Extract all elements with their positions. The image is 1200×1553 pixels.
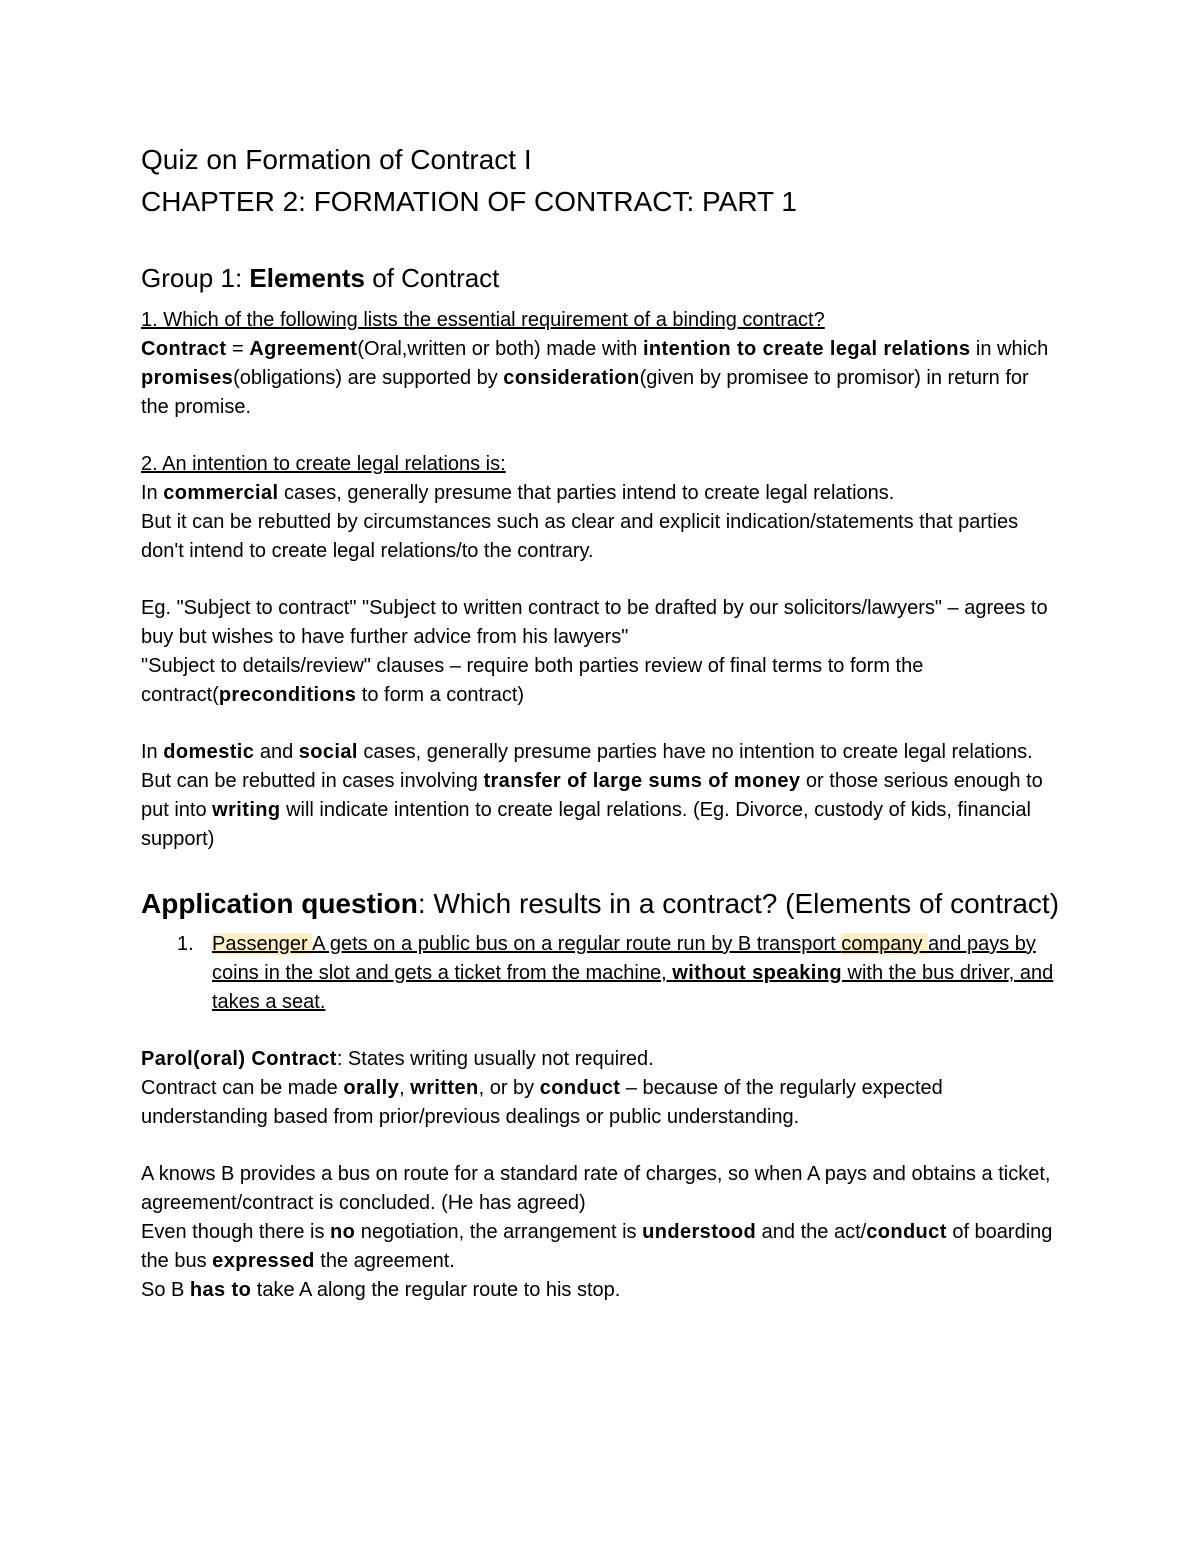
text: negotiation, the arrangement is — [355, 1221, 643, 1243]
text: or those serious enough to put into — [141, 770, 1043, 821]
text: and the act/ — [756, 1221, 867, 1243]
text: to form a contract) — [356, 684, 525, 706]
explanation-2 — [141, 1218, 1061, 1276]
text: In — [141, 482, 164, 504]
text: (Oral,written or both) made with — [357, 338, 643, 360]
text: "Subject to details/review" clauses – require both parties review of final terms to form the contract( — [141, 655, 924, 706]
text: the agreement. — [314, 1250, 455, 1272]
group-heading-post: of Contract — [365, 263, 500, 293]
text: of boarding the bus — [141, 1221, 1053, 1272]
text: Contract can be made — [141, 1077, 344, 1099]
example-1: Eg. "Subject to contract" "Subject to written contract to be drafted by our solicitors/lawyers" – agrees to buy but wishes to have further advice from his lawyers" — [141, 597, 1048, 648]
text: (given by promisee to promisor) in return for the promise. — [141, 367, 1029, 418]
text: , or by — [478, 1077, 540, 1099]
term-agreement: Agreement — [249, 338, 358, 360]
term-parol-contract: Parol(oral) Contract — [141, 1048, 337, 1070]
application-heading-bold: Application question — [141, 888, 418, 919]
parol-contract — [141, 1045, 1061, 1074]
term-contract: Contract — [141, 338, 227, 360]
term-has-to: has to — [189, 1279, 252, 1301]
text: , — [399, 1077, 411, 1099]
answer-2-rebuttal: But it can be rebutted by circumstances such as clear and explicit indication/statements that parties don't intend to create legal relations/to the contrary. — [141, 511, 1019, 562]
contract-forms — [141, 1074, 1061, 1132]
term-without-speaking: without speaking — [672, 962, 842, 984]
text: take A along the regular route to his stop. — [251, 1279, 621, 1301]
spacer — [141, 422, 1061, 450]
term-large-sums: transfer of large sums of money — [483, 770, 801, 792]
spacer — [141, 710, 1061, 738]
application-heading-rest: : Which results in a contract? (Elements of contract) — [417, 888, 1060, 919]
list-number: 1. — [177, 933, 194, 955]
chapter-heading: CHAPTER 2: FORMATION OF CONTRACT: PART 1 — [141, 186, 797, 217]
term-social: social — [298, 741, 358, 763]
term-promises: promises — [141, 367, 234, 389]
term-expressed: expressed — [212, 1250, 315, 1272]
text: : States writing usually not required. — [336, 1048, 654, 1070]
term-writing: writing — [212, 799, 281, 821]
spacer — [141, 1017, 1061, 1045]
term-understood: understood — [642, 1221, 757, 1243]
text: A gets on a public bus on a regular route run by B transport — [312, 933, 842, 955]
highlight-company: company — [841, 933, 929, 955]
explanation-3 — [141, 1276, 1061, 1305]
term-conduct: conduct — [866, 1221, 947, 1243]
text: and pays by coins in the slot and gets a ticket from the machine, — [212, 933, 1036, 984]
explanation-1: A knows B provides a bus on route for a standard rate of charges, so when A pays and obtains a ticket, agreement/contract is concluded. (He has agreed) — [141, 1163, 1051, 1214]
group-heading — [141, 260, 1061, 296]
term-preconditions: preconditions — [218, 684, 357, 706]
question-2: 2. An intention to create legal relations is: — [141, 453, 506, 475]
text: So B — [141, 1279, 190, 1301]
application-heading — [141, 884, 1061, 924]
group-heading-pre: Group 1: — [141, 263, 250, 293]
text: In — [141, 741, 164, 763]
example-2 — [141, 652, 1061, 710]
text: cases, generally presume parties have no intention to create legal relations. — [357, 741, 1033, 763]
text: Even though there is — [141, 1221, 331, 1243]
term-intention: intention to create legal relations — [642, 338, 971, 360]
list-item-text — [212, 933, 1053, 1013]
highlight-passenger: Passenger — [212, 933, 313, 955]
term-domestic: domestic — [163, 741, 255, 763]
term-conduct: conduct — [539, 1077, 621, 1099]
list-item — [141, 930, 1061, 1017]
term-commercial: commercial — [163, 482, 279, 504]
document-content — [141, 140, 1061, 1305]
term-no: no — [330, 1221, 356, 1243]
application-list — [141, 930, 1061, 1017]
answer-2-commercial — [141, 479, 1061, 508]
text: – because of the regularly expected understanding based from prior/previous dealings or public understanding. — [141, 1077, 943, 1128]
text: and — [254, 741, 299, 763]
group-heading-bold: Elements — [249, 263, 366, 293]
spacer — [141, 566, 1061, 594]
spacer — [141, 1132, 1061, 1160]
text: (obligations) are supported by — [233, 367, 504, 389]
domestic-rebuttal — [141, 767, 1061, 854]
term-consideration: consideration — [503, 367, 640, 389]
answer-1 — [141, 335, 1061, 422]
question-1: 1. Which of the following lists the essential requirement of a binding contract? — [141, 309, 825, 331]
text: will indicate intention to create legal relations. (Eg. Divorce, custody of kids, financial support) — [141, 799, 1031, 850]
text: in which — [970, 338, 1049, 360]
text: with the bus driver, and takes a seat. — [212, 962, 1054, 1013]
domestic-social — [141, 738, 1061, 767]
text: = — [226, 338, 250, 360]
term-written: written — [410, 1077, 479, 1099]
term-orally: orally — [343, 1077, 400, 1099]
text: But can be rebutted in cases involving — [141, 770, 484, 792]
document-title: Quiz on Formation of Contract I — [141, 144, 532, 175]
text: cases, generally presume that parties intend to create legal relations. — [278, 482, 895, 504]
